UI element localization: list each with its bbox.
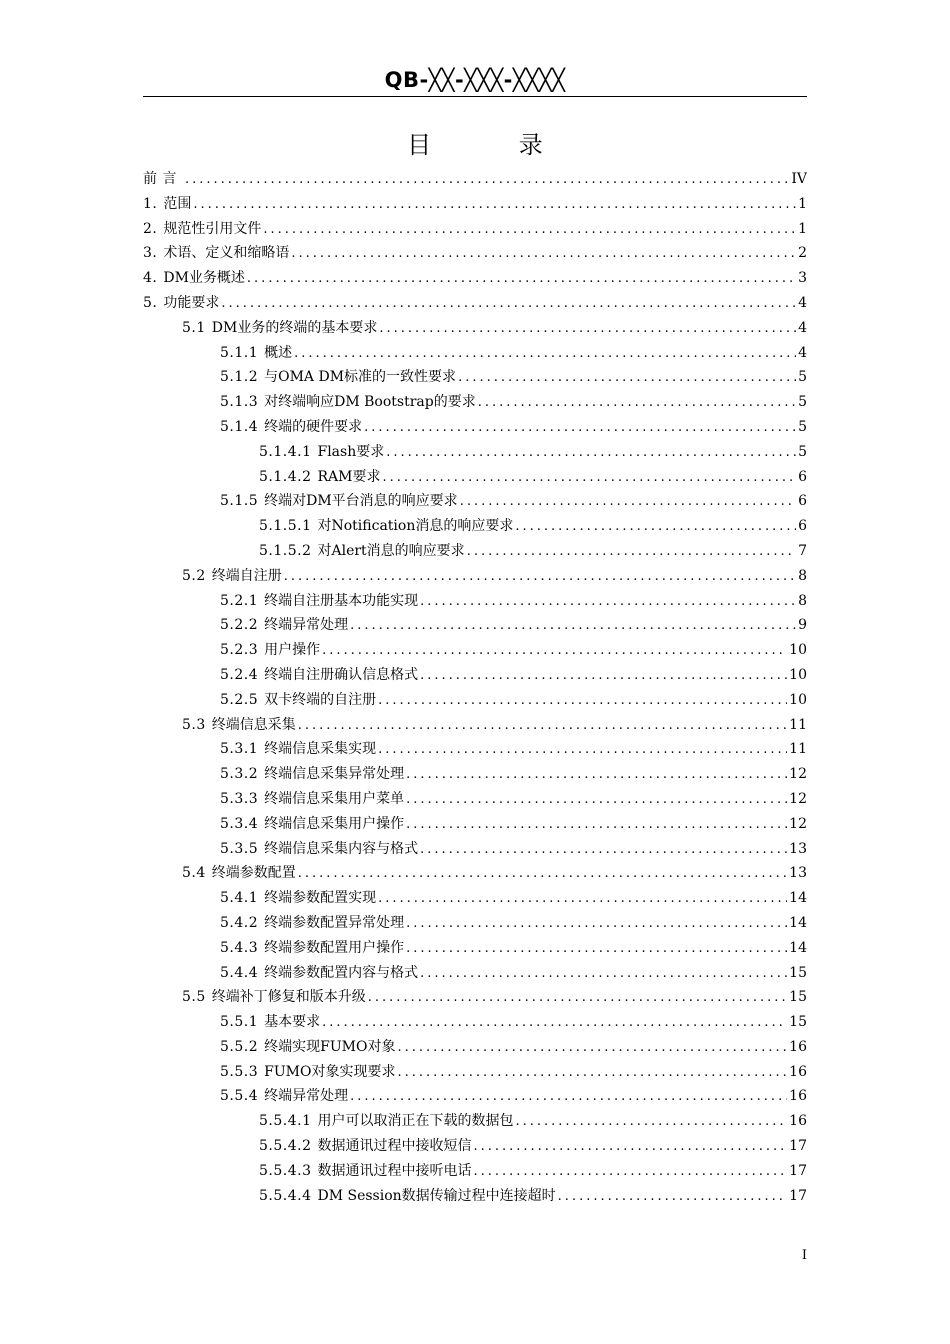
toc-entry-page: 2 xyxy=(798,245,807,262)
toc-entry-page: 8 xyxy=(798,592,807,609)
toc-entry[interactable] xyxy=(143,614,807,639)
toc-entry[interactable] xyxy=(143,490,807,515)
toc-dot-leader xyxy=(185,172,789,187)
toc-entry[interactable] xyxy=(143,912,807,937)
toc-dot-leader xyxy=(406,941,787,956)
toc-dot-leader xyxy=(378,891,787,906)
toc-entry[interactable] xyxy=(143,1085,807,1110)
toc-dot-leader xyxy=(350,1089,787,1104)
toc-entry[interactable] xyxy=(143,292,807,317)
toc-dot-leader xyxy=(397,1040,787,1055)
toc-entry-number: 5.4.3 xyxy=(220,939,259,956)
toc-entry-title: 术语、定义和缩略语 xyxy=(163,245,290,262)
toc-entry-page: 5 xyxy=(798,394,807,411)
toc-entry-page: 10 xyxy=(789,666,807,683)
toc-entry[interactable] xyxy=(143,639,807,664)
toc-dot-leader xyxy=(420,966,787,981)
toc-entry[interactable] xyxy=(143,813,807,838)
toc-dot-leader xyxy=(478,395,796,410)
toc-entry[interactable] xyxy=(143,838,807,863)
toc-entry-title: 终端参数配置异常处理 xyxy=(264,914,405,931)
toc-entry-page: 17 xyxy=(789,1138,807,1155)
toc-entry-page: 15 xyxy=(789,964,807,981)
toc-entry-number: 5.3.3 xyxy=(220,790,259,807)
toc-dot-leader xyxy=(294,346,796,361)
toc-entry-number: 5.5.2 xyxy=(220,1038,259,1055)
toc-entry-title: 终端信息采集异常处理 xyxy=(264,766,405,783)
toc-entry-title: 基本要求 xyxy=(264,1014,321,1031)
toc-entry-page: 4 xyxy=(798,344,807,361)
toc-dot-leader xyxy=(247,271,796,286)
toc-entry-title: 功能要求 xyxy=(163,294,220,311)
toc-dot-leader xyxy=(378,742,787,757)
toc-entry-title: 终端参数配置实现 xyxy=(264,890,377,907)
toc-entry-number: 5.3 xyxy=(182,716,206,733)
toc-entry-number: 5. xyxy=(143,294,158,311)
toc-entry-title: FUMO对象实现要求 xyxy=(264,1063,396,1080)
toc-entry[interactable] xyxy=(143,937,807,962)
toc-entry-title: 用户可以取消正在下载的数据包 xyxy=(317,1113,514,1130)
standard-code-header: QB-╳╳-╳╳╳-╳╳╳╳ xyxy=(384,68,566,92)
toc-entry[interactable] xyxy=(143,1036,807,1061)
toc-entry-number: 5.4.1 xyxy=(220,890,259,907)
toc-entry[interactable] xyxy=(143,267,807,292)
toc-entry-number: 前 言 xyxy=(143,171,177,187)
toc-entry-number: 5.1.4.2 xyxy=(259,468,312,485)
toc-entry-page: 6 xyxy=(798,468,807,485)
toc-entry-page: IV xyxy=(791,171,807,187)
toc-entry-number: 5.1.4 xyxy=(220,418,259,435)
toc-entry-number: 5.3.5 xyxy=(220,840,259,857)
toc-entry-number: 5.4.4 xyxy=(220,964,259,981)
toc-entry-title: 终端补丁修复和版本升级 xyxy=(211,989,366,1006)
toc-entry-page: 15 xyxy=(789,1014,807,1031)
toc-dot-leader xyxy=(558,1189,788,1204)
toc-entry-title: 范围 xyxy=(163,195,192,212)
toc-entry-title: 终端自注册 xyxy=(211,567,282,584)
toc-entry-title: DM业务的终端的基本要求 xyxy=(211,319,378,336)
toc-entry-number: 5.4 xyxy=(182,865,206,882)
toc-entry-title: 终端实现FUMO对象 xyxy=(264,1038,396,1055)
toc-entry-number: 5.2.4 xyxy=(220,666,259,683)
toc-entry-number: 5.1 xyxy=(182,319,206,336)
toc-dot-leader xyxy=(473,1164,787,1179)
toc-entry-number: 5.5 xyxy=(182,989,206,1006)
toc-entry[interactable] xyxy=(143,515,807,540)
toc-entry-number: 5.2 xyxy=(182,567,206,584)
toc-dot-leader xyxy=(386,445,796,460)
toc-entry-number: 5.5.4.3 xyxy=(259,1162,312,1179)
toc-title: 目 录 xyxy=(407,131,583,159)
toc-dot-leader xyxy=(382,470,796,485)
toc-entry-page: 17 xyxy=(789,1187,807,1204)
toc-entry[interactable] xyxy=(143,862,807,887)
toc-entry[interactable] xyxy=(143,887,807,912)
toc-entry-title: 终端信息采集内容与格式 xyxy=(264,840,419,857)
toc-entry[interactable] xyxy=(143,664,807,689)
toc-entry[interactable] xyxy=(143,565,807,590)
toc-entry-title: 终端信息采集用户菜单 xyxy=(264,790,405,807)
toc-entry-page: 3 xyxy=(798,270,807,287)
toc-dot-leader xyxy=(298,866,787,881)
toc-entry-number: 5.1.4.1 xyxy=(259,443,312,460)
toc-entry-number: 5.2.2 xyxy=(220,617,259,634)
toc-entry-title: 对Notification消息的响应要求 xyxy=(317,518,514,535)
toc-entry-number: 5.2.1 xyxy=(220,592,259,609)
toc-entry-title: 数据通讯过程中接收短信 xyxy=(317,1138,472,1155)
toc-entry-page: 6 xyxy=(798,493,807,510)
toc-entry-number: 5.1.3 xyxy=(220,394,259,411)
toc-dot-leader xyxy=(473,1139,787,1154)
toc-entry-title: DM业务概述 xyxy=(163,270,245,287)
toc-entry[interactable] xyxy=(143,1185,807,1210)
toc-entry-page: 14 xyxy=(789,939,807,956)
toc-dot-leader xyxy=(460,494,796,509)
toc-entry-title: 终端信息采集 xyxy=(211,716,296,733)
toc-entry-page: 13 xyxy=(789,865,807,882)
toc-entry-page: 16 xyxy=(789,1038,807,1055)
toc-entry-number: 5.5.3 xyxy=(220,1063,259,1080)
toc-entry-page: 12 xyxy=(789,790,807,807)
toc-dot-leader xyxy=(322,1015,787,1030)
toc-entry-title: 对终端响应DM Bootstrap的要求 xyxy=(264,394,476,411)
toc-dot-leader xyxy=(420,842,787,857)
toc-dot-leader xyxy=(406,817,787,832)
toc-dot-leader xyxy=(515,519,796,534)
toc-entry-number: 5.5.4.1 xyxy=(259,1113,312,1130)
toc-entry-page: 11 xyxy=(789,716,807,733)
toc-entry-title: 终端参数配置 xyxy=(211,865,296,882)
toc-entry-title: 双卡终端的自注册 xyxy=(264,691,377,708)
toc-entry-page: 12 xyxy=(789,815,807,832)
toc-entry-number: 5.5.1 xyxy=(220,1014,259,1031)
toc-entry[interactable] xyxy=(143,689,807,714)
toc-entry[interactable] xyxy=(143,590,807,615)
toc-dot-leader xyxy=(221,296,796,311)
toc-entry-number: 5.1.1 xyxy=(220,344,259,361)
toc-dot-leader xyxy=(263,222,796,237)
toc-entry-title: 终端自注册确认信息格式 xyxy=(264,666,419,683)
toc-entry-page: 12 xyxy=(789,766,807,783)
toc-entry-number: 5.3.4 xyxy=(220,815,259,832)
toc-entry[interactable] xyxy=(143,317,807,342)
toc-entry[interactable] xyxy=(143,1061,807,1086)
toc-entry-page: 7 xyxy=(798,542,807,559)
toc-entry-number: 5.1.2 xyxy=(220,369,259,386)
toc-dot-leader xyxy=(420,594,796,609)
toc-entry-number: 4. xyxy=(143,270,158,287)
header-divider xyxy=(143,96,807,97)
toc-dot-leader xyxy=(368,990,787,1005)
toc-entry[interactable] xyxy=(143,466,807,491)
toc-dot-leader xyxy=(378,693,787,708)
toc-entry-title: 终端参数配置内容与格式 xyxy=(264,964,419,981)
toc-dot-leader xyxy=(406,792,787,807)
toc-entry-number: 1. xyxy=(143,195,158,212)
toc-entry-title: 终端参数配置用户操作 xyxy=(264,939,405,956)
toc-entry-title: 终端信息采集实现 xyxy=(264,741,377,758)
table-of-contents xyxy=(143,168,807,1209)
toc-entry-page: 5 xyxy=(798,418,807,435)
toc-entry-number: 5.2.5 xyxy=(220,691,259,708)
toc-entry-number: 5.1.5.1 xyxy=(259,518,312,535)
toc-entry[interactable] xyxy=(143,763,807,788)
toc-entry-page: 14 xyxy=(789,890,807,907)
toc-dot-leader xyxy=(406,767,787,782)
toc-entry[interactable] xyxy=(143,1011,807,1036)
toc-entry-title: 终端对DM平台消息的响应要求 xyxy=(264,493,458,510)
toc-entry-page: 17 xyxy=(789,1162,807,1179)
toc-dot-leader xyxy=(406,916,787,931)
toc-entry-page: 1 xyxy=(798,195,807,212)
toc-entry-page: 4 xyxy=(798,319,807,336)
toc-entry-title: 对Alert消息的响应要求 xyxy=(317,542,465,559)
toc-entry-page: 16 xyxy=(789,1113,807,1130)
toc-entry[interactable] xyxy=(143,441,807,466)
toc-entry[interactable] xyxy=(143,342,807,367)
toc-entry[interactable] xyxy=(143,1160,807,1185)
toc-entry-number: 5.1.5 xyxy=(220,493,259,510)
toc-entry[interactable] xyxy=(143,1110,807,1135)
toc-entry-page: 14 xyxy=(789,914,807,931)
toc-dot-leader xyxy=(193,197,796,212)
toc-entry-title: 数据通讯过程中接听电话 xyxy=(317,1162,472,1179)
toc-entry-page: 16 xyxy=(789,1063,807,1080)
toc-entry[interactable] xyxy=(143,366,807,391)
page-number: I xyxy=(801,1248,807,1263)
toc-entry[interactable] xyxy=(143,986,807,1011)
toc-entry-page: 10 xyxy=(789,691,807,708)
toc-entry-title: 概述 xyxy=(264,344,293,361)
toc-dot-leader xyxy=(397,1065,787,1080)
toc-entry-page: 9 xyxy=(798,617,807,634)
toc-entry-title: 终端信息采集用户操作 xyxy=(264,815,405,832)
toc-dot-leader xyxy=(467,544,796,559)
toc-entry-page: 6 xyxy=(798,518,807,535)
toc-dot-leader xyxy=(350,618,796,633)
toc-entry-title: 终端异常处理 xyxy=(264,617,349,634)
toc-entry[interactable] xyxy=(143,1135,807,1160)
toc-entry-title: 终端自注册基本功能实现 xyxy=(264,592,419,609)
toc-dot-leader xyxy=(458,370,796,385)
toc-entry-page: 5 xyxy=(798,369,807,386)
toc-entry-page: 1 xyxy=(798,220,807,237)
toc-dot-leader xyxy=(284,569,796,584)
toc-entry[interactable] xyxy=(143,738,807,763)
toc-entry-number: 5.5.4.4 xyxy=(259,1187,312,1204)
toc-dot-leader xyxy=(298,718,787,733)
toc-entry-number: 5.5.4.2 xyxy=(259,1138,312,1155)
toc-entry-page: 5 xyxy=(798,443,807,460)
toc-entry[interactable] xyxy=(143,391,807,416)
toc-entry-page: 10 xyxy=(789,642,807,659)
toc-entry[interactable] xyxy=(143,962,807,987)
toc-entry[interactable] xyxy=(143,168,807,193)
toc-entry[interactable] xyxy=(143,714,807,739)
toc-entry[interactable] xyxy=(143,242,807,267)
toc-entry-title: 终端的硬件要求 xyxy=(264,418,363,435)
toc-entry-number: 5.5.4 xyxy=(220,1088,259,1105)
toc-entry-number: 3. xyxy=(143,245,158,262)
toc-dot-leader xyxy=(379,321,796,336)
toc-entry-title: Flash要求 xyxy=(317,443,385,460)
toc-entry[interactable] xyxy=(143,788,807,813)
toc-entry-page: 16 xyxy=(789,1088,807,1105)
toc-entry-number: 5.2.3 xyxy=(220,642,259,659)
toc-entry-title: RAM要求 xyxy=(317,468,381,485)
toc-entry-page: 13 xyxy=(789,840,807,857)
toc-dot-leader xyxy=(364,420,796,435)
toc-entry-title: 规范性引用文件 xyxy=(163,220,262,237)
toc-entry-number: 5.4.2 xyxy=(220,914,259,931)
toc-entry-number: 5.3.2 xyxy=(220,766,259,783)
toc-entry[interactable] xyxy=(143,540,807,565)
toc-entry-page: 8 xyxy=(798,567,807,584)
toc-entry-title: DM Session数据传输过程中连接超时 xyxy=(317,1187,556,1204)
toc-entry-title: 用户操作 xyxy=(264,642,321,659)
toc-entry-page: 15 xyxy=(789,989,807,1006)
toc-entry-title: 与OMA DM标准的一致性要求 xyxy=(264,369,457,386)
toc-entry[interactable] xyxy=(143,218,807,243)
toc-entry[interactable] xyxy=(143,416,807,441)
toc-dot-leader xyxy=(322,643,787,658)
toc-entry[interactable] xyxy=(143,193,807,218)
toc-entry-number: 5.3.1 xyxy=(220,741,259,758)
toc-entry-page: 4 xyxy=(798,294,807,311)
toc-entry-number: 5.1.5.2 xyxy=(259,542,312,559)
toc-dot-leader xyxy=(291,246,796,261)
toc-dot-leader xyxy=(515,1114,787,1129)
toc-dot-leader xyxy=(420,668,787,683)
toc-entry-page: 11 xyxy=(789,741,807,758)
toc-entry-number: 2. xyxy=(143,220,158,237)
toc-entry-title: 终端异常处理 xyxy=(264,1088,349,1105)
